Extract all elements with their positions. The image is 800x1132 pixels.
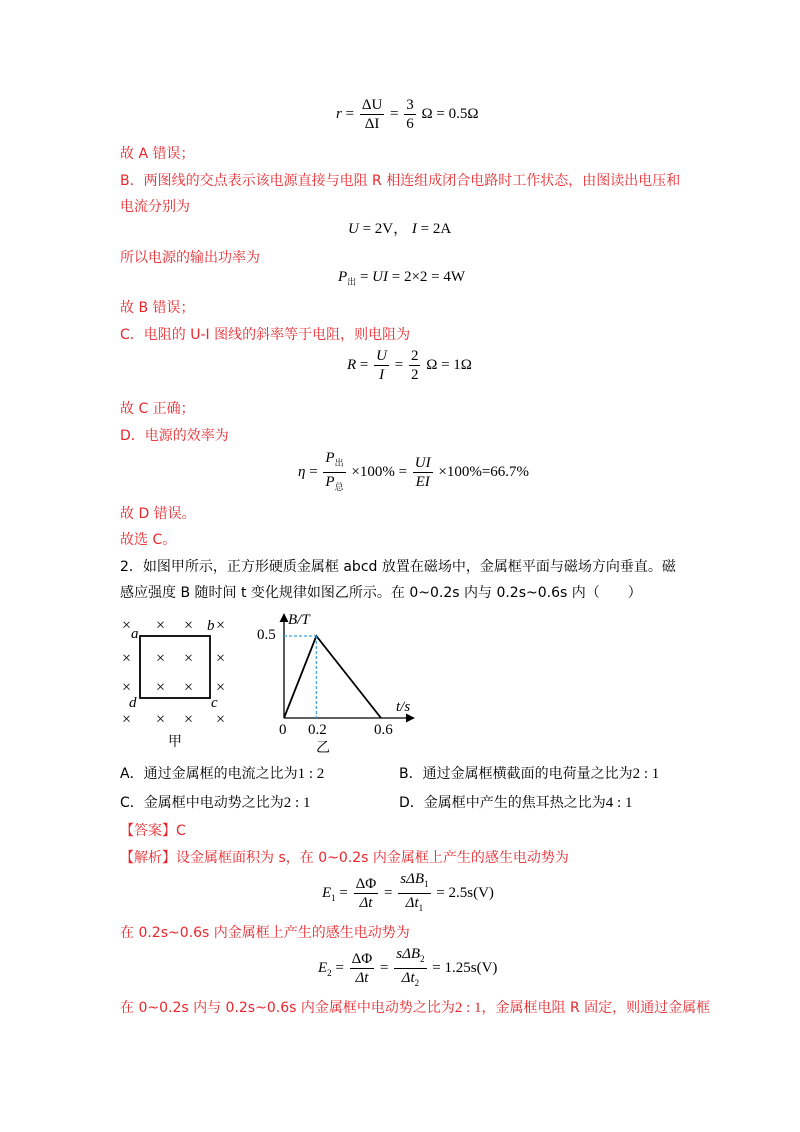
c-right: 故 C 正确；: [120, 401, 195, 417]
caption-jia: 甲: [168, 734, 182, 750]
cross-mark: ×: [156, 679, 166, 696]
cross-mark: ×: [156, 617, 166, 634]
b-line1: B．两图线的交点表示该电源直接与电阻 R 相连组成闭合电路时工作状态，由图读出电压和: [120, 173, 681, 189]
cross-mark: ×: [216, 617, 226, 634]
d-wrong: 故 D 错误。: [120, 506, 196, 522]
analysis-line3: 在 0~0.2s 内与 0.2s~0.6s 内金属框中电动势之比为2 : 1，金属框电阻 R 固定，则通过金属框: [120, 1000, 711, 1016]
cross-mark: ×: [122, 650, 132, 667]
c-line: C．电阻的 U-I 图线的斜率等于电阻，则电阻为: [120, 327, 411, 343]
label-c: c: [211, 695, 218, 711]
option-d[interactable]: D．金属框中产生的焦耳热之比为4 : 1: [399, 795, 633, 811]
x-tick-label-2: 0.6: [374, 722, 393, 738]
a-wrong: 故 A 错误；: [120, 146, 195, 162]
q2-line1: 2．如图甲所示，正方形硬质金属框 abcd 放置在磁场中，金属框平面与磁场方向垂直。磁: [120, 559, 676, 575]
cross-mark: ×: [156, 711, 166, 728]
equation-R: R = $\frac{U}{I}$ = $\frac{2}{2}$ Ω = 1Ω: [347, 348, 472, 383]
cross-mark: ×: [216, 711, 226, 728]
label-d: d: [129, 695, 137, 711]
b-power: 所以电源的输出功率为: [120, 250, 260, 266]
equation-e2: $E_2$ = $\frac{\Delta\Phi}{\Delta t}$ = $\frac{s\Delta B_2}{\Delta t_2}$ = 1.25s(V): [318, 946, 498, 988]
figure-yi: [252, 608, 422, 758]
cross-mark: ×: [216, 679, 226, 696]
equation-eta: η = $\frac{P_出}{P_总}$ ×100% = $\frac{UI}{EI}$ ×100%=66.7%: [298, 450, 530, 492]
d-line: D．电源的效率为: [120, 428, 229, 444]
cross-mark: ×: [184, 711, 194, 728]
cross-mark: ×: [122, 617, 132, 634]
answer: 【答案】C: [120, 823, 186, 839]
equation-r: r = $\frac{\Delta U}{\Delta I}$ = $\frac{3}{6}$ Ω = 0.5Ω: [336, 97, 479, 132]
y-axis-label: B/T: [288, 612, 310, 628]
cross-mark: ×: [184, 650, 194, 667]
x-axis-label: t/s: [396, 699, 411, 715]
cross-mark: ×: [122, 679, 132, 696]
cross-mark: ×: [122, 711, 132, 728]
b-wrong: 故 B 错误；: [120, 300, 195, 316]
option-b[interactable]: B．通过金属框横截面的电荷量之比为2 : 1: [399, 766, 660, 782]
label-a: a: [131, 626, 139, 642]
choose-c: 故选 C。: [120, 532, 177, 548]
y-tick-label: 0.5: [257, 627, 276, 643]
figure-jia: [118, 612, 238, 752]
analysis-line1: 【解析】设金属框面积为 s，在 0~0.2s 内金属框上产生的感生电动势为: [120, 850, 569, 866]
cross-mark: ×: [184, 617, 194, 634]
cross-mark: ×: [156, 650, 166, 667]
equation-p: $P_出$ = UI = 2×2 = 4W: [338, 269, 466, 287]
q2-line2: 感应强度 B 随时间 t 变化规律如图乙所示。在 0~0.2s 内与 0.2s~0.6s 内（ ）: [120, 585, 642, 601]
x-tick-label-0: 0: [279, 722, 287, 738]
equation-u-i: U = 2V， I = 2A: [348, 221, 452, 237]
analysis-line2: 在 0.2s~0.6s 内金属框上产生的感生电动势为: [120, 925, 410, 941]
x-tick-label-1: 0.2: [308, 722, 327, 738]
cross-mark: ×: [184, 679, 194, 696]
option-c[interactable]: C．金属框中电动势之比为2 : 1: [120, 795, 311, 811]
caption-yi: 乙: [316, 740, 330, 756]
equation-e1: $E_1$ = $\frac{\Delta\Phi}{\Delta t}$ = $\frac{s\Delta B_1}{\Delta t_1}$ = 2.5s(V): [322, 871, 494, 913]
option-a[interactable]: A．通过金属框的电流之比为1 : 2: [120, 766, 325, 782]
cross-mark: ×: [216, 650, 226, 667]
metal-frame: [140, 636, 210, 698]
b-t-curve: [284, 636, 381, 718]
b-line2: 电流分别为: [120, 199, 190, 215]
label-b: b: [207, 618, 215, 634]
